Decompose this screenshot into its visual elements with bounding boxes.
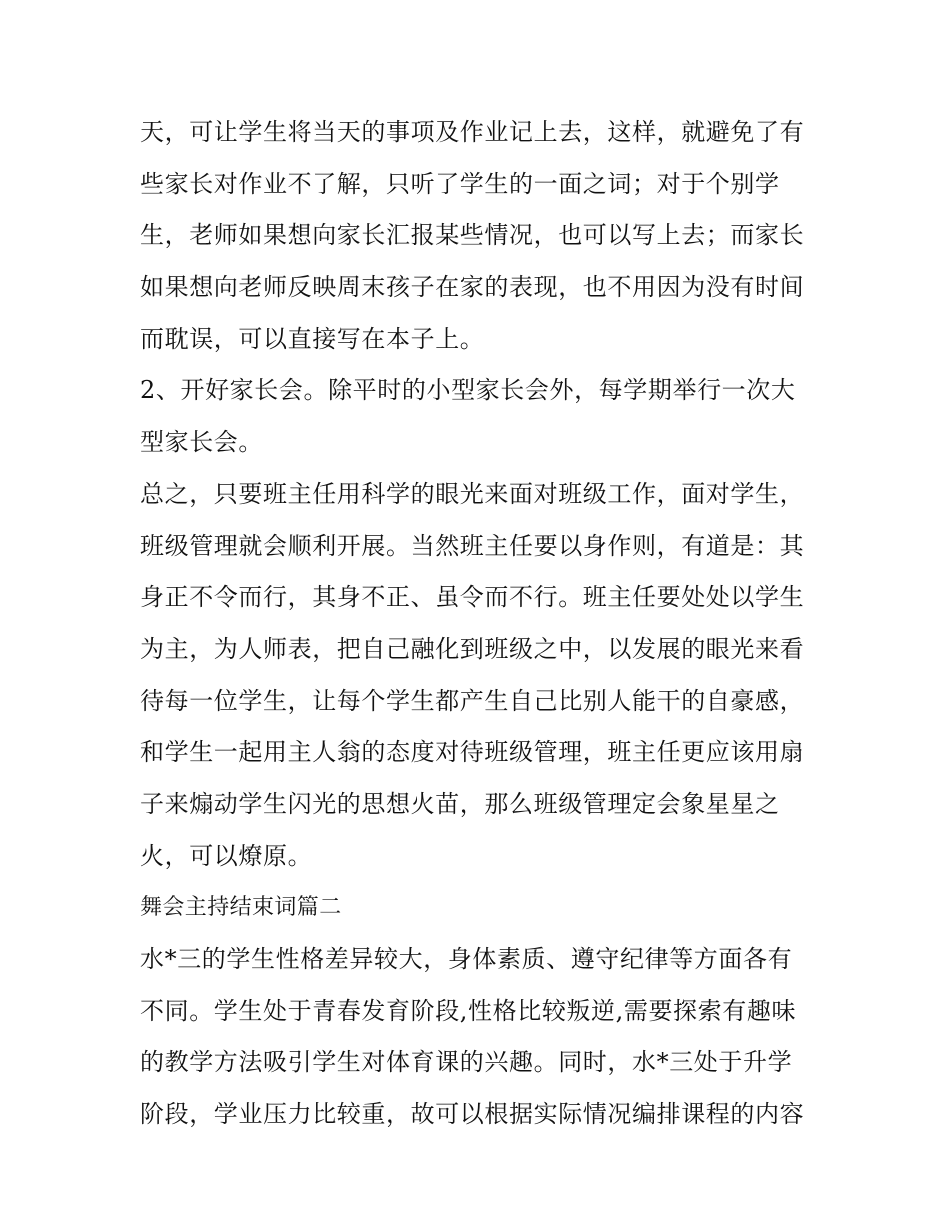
text-line: 身正不令而行，其身不正、虽令而不行。班主任要处处以学生: [140, 583, 805, 612]
text-line: 和学生一起用主人翁的态度对待班级管理，班主任更应该用扇: [140, 738, 805, 767]
text-line: 些家长对作业不了解，只听了学生的一面之词；对于个别学: [140, 169, 780, 198]
text-line: 天，可让学生将当天的事项及作业记上去，这样，就避免了有: [140, 118, 805, 146]
text-line: 待每一位学生，让每个学生都产生自己比别人能干的自豪感，: [140, 686, 805, 715]
text-line: 而耽误，可以直接写在本子上。: [140, 324, 485, 353]
text-line: 水*三的学生性格差异较大，身体素质、遵守纪律等方面各有: [140, 945, 793, 973]
text-line: 不同。学生处于青春发育阶段,性格比较叛逆,需要探索有趣味: [140, 996, 797, 1025]
text-line: 生，老师如果想向家长汇报某些情况，也可以写上去；而家长: [140, 221, 805, 250]
text-line: 如果想向老师反映周末孩子在家的表现，也不用因为没有时间: [140, 273, 805, 302]
text-line: 总之，只要班主任用科学的眼光来面对班级工作，面对学生，: [140, 479, 805, 508]
text-line: 班级管理就会顺利开展。当然班主任要以身作则，有道是：其: [140, 531, 805, 560]
section-heading: 舞会主持结束词篇二: [140, 895, 342, 921]
text-line: 2、开好家长会。除平时的小型家长会外，每学期举行一次大: [140, 376, 796, 405]
document-body: [140, 107, 820, 1141]
text-line: 火，可以燎原。: [140, 841, 313, 870]
text-line: 型家长会。: [140, 428, 263, 457]
text-line: 为主，为人师表，把自己融化到班级之中，以发展的眼光来看: [140, 634, 805, 663]
text-line: 子来煽动学生闪光的思想火苗，那么班级管理定会象星星之: [140, 789, 780, 818]
text-line: 的教学方法吸引学生对体育课的兴趣。同时，水*三处于升学: [140, 1048, 793, 1077]
text-line: 阶段，学业压力比较重，故可以根据实际情况编排课程的内容: [140, 1100, 805, 1129]
